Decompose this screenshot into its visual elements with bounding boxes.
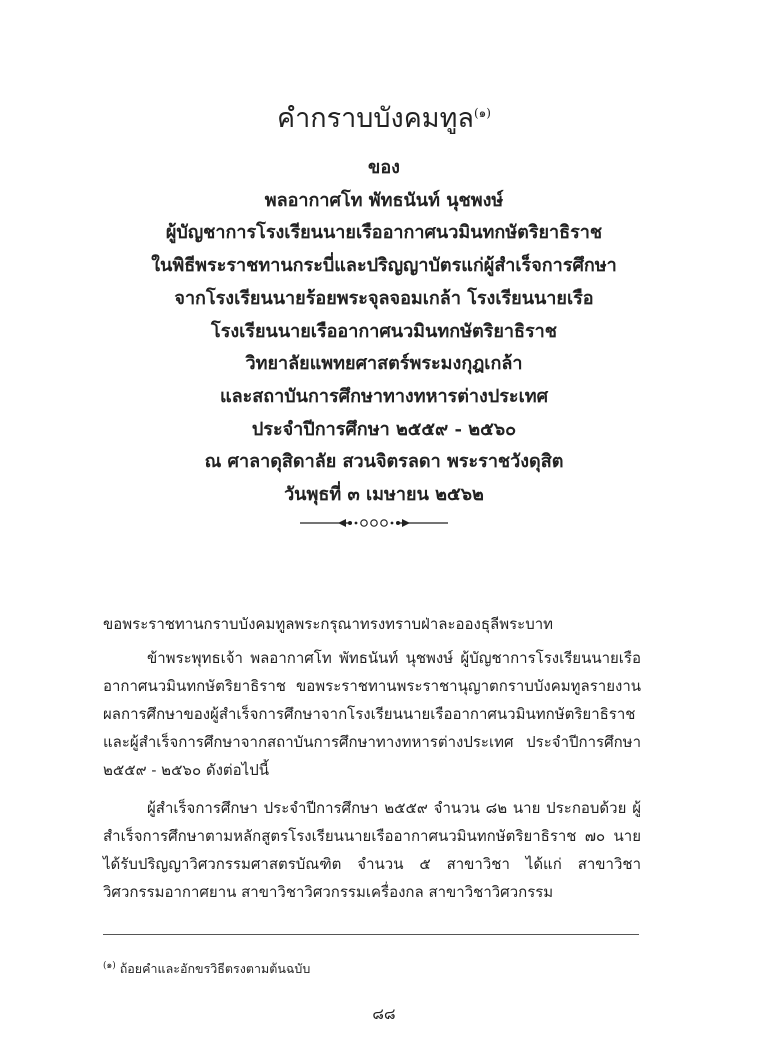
paragraph: ผู้สำเร็จการศึกษา ประจำปีการศึกษา ๒๕๕๙ จำนวน ๘๒ นาย ประกอบด้วย ผู้สำเร็จการศึกษาตามหลักสูตรโรงเรียนนายเรืออากาศนวมินทกษัตริยาธิราช ๗๐ นาย ได้รับปริญญาวิศวกรรมศาสตรบัณฑิต จำนวน ๕ สาขาวิชา ได้แก่ สาขาวิชาวิศวกรรมอากาศยาน สาขาวิชาวิศวกรรมเครื่องกล สาขาวิชาวิศวกรรม (103, 799, 641, 901)
heading-line: วิทยาลัยแพทยศาสตร์พระมงกุฎเกล้า (245, 353, 523, 375)
heading-line: โรงเรียนนายเรืออากาศนวมินทกษัตริยาธิราช (211, 320, 557, 342)
page-title (0, 96, 768, 139)
ornament-divider-icon (300, 515, 448, 531)
heading-line: วันพุธที่ ๓ เมษายน ๒๕๖๒ (284, 484, 484, 506)
body-text (103, 610, 641, 916)
footnote-divider (103, 934, 639, 935)
footnote-mark: (๑) (103, 961, 116, 971)
heading-block (0, 152, 768, 512)
heading-line: และสถาบันการศึกษาทางทหารต่างประเทศ (219, 385, 549, 407)
salutation: ขอพระราชทานกราบบังคมทูลพระกรุณาทรงทราบฝ่าละอองธุลีพระบาท (103, 615, 554, 633)
footnote-text: ถ้อยคำและอักขรวิธีตรงตามต้นฉบับ (119, 961, 311, 977)
heading-line: ประจำปีการศึกษา ๒๕๕๙ - ๒๕๖๐ (251, 418, 517, 440)
title-footnote-mark: (๑) (473, 106, 491, 120)
heading-line: จากโรงเรียนนายร้อยพระจุลจอมเกล้า โรงเรียนนายเรือ (174, 287, 594, 309)
page-number: ๘๘ (372, 1005, 396, 1023)
heading-line: พลอากาศโท พัทธนันท์ นุชพงษ์ (264, 189, 504, 211)
heading-line: ผู้บัญชาการโรงเรียนนายเรืออากาศนวมินทกษัตริยาธิราช (165, 222, 603, 244)
heading-line: ในพิธีพระราชทานกระบี่และปริญญาบัตรแก่ผู้สำเร็จการศึกษา (151, 255, 617, 277)
footnote (103, 958, 310, 979)
heading-line: ณ ศาลาดุสิดาลัย สวนจิตรลดา พระราชวังดุสิต (204, 451, 564, 473)
heading-line: ของ (368, 157, 400, 178)
paragraph: ข้าพระพุทธเจ้า พลอากาศโท พัทธนันท์ นุชพงษ์ ผู้บัญชาการโรงเรียนนายเรืออากาศนวมินทกษัตริยาธิราช ขอพระราชทานพระราชานุญาตกราบบังคมทูลรายงานผลการศึกษาของผู้สำเร็จการศึกษาจากโรงเรียนนายเรืออากาศนวมินทกษัตริยาธิราช และผู้สำเร็จการศึกษาจากสถาบันการศึกษาทางทหารต่างประเทศ ประจำปีการศึกษา ๒๕๕๙ - ๒๕๖๐ ดังต่อไปนี้ (103, 649, 641, 779)
title-text: คำกราบบังคมทูล (277, 103, 474, 134)
